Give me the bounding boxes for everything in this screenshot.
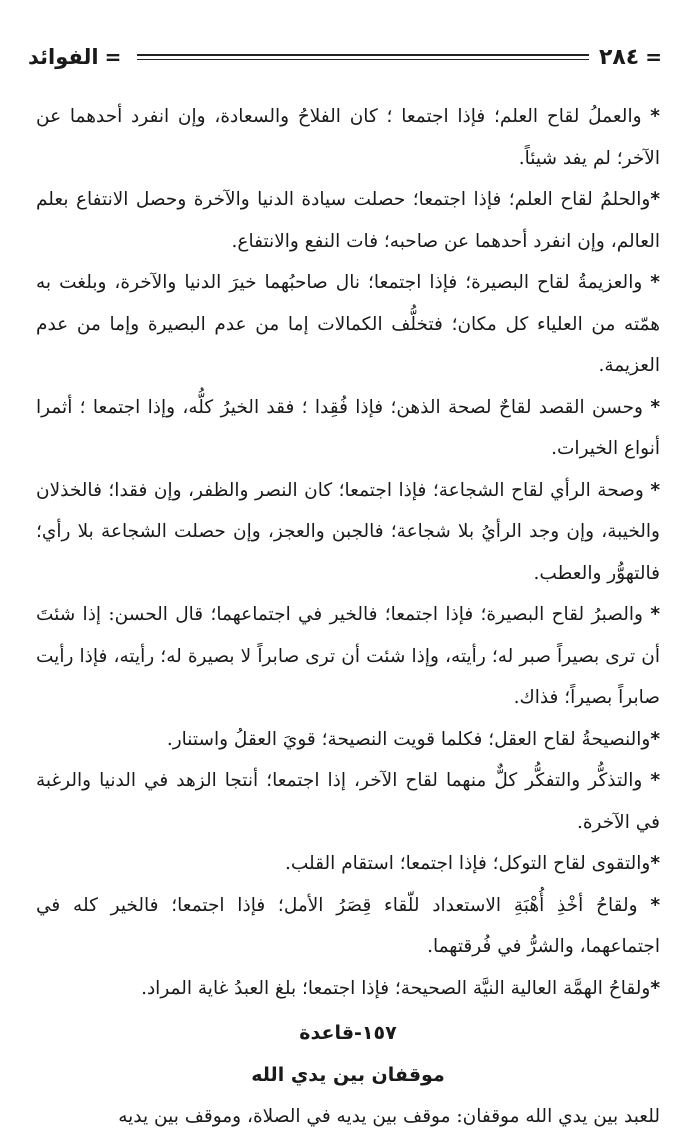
paragraph [36,262,660,387]
paragraph-text: والعزيمةُ لقاح البصيرة؛ فإذا اجتمعا؛ نال صاحبُهما خيرَ الدنيا والآخرة، وبلغت به همّته من العلياء كل مكان؛ فتخلُّف الكمالات إما من عدم البصيرة وإما من عدم العزيمة. [36,272,660,376]
bullet-asterisk: * [650,728,660,750]
paragraph-text: والتذكُّر والتفكُّر كلٌّ منهما لقاح الآخر، إذا اجتمعا؛ أنتجا الزهد في الدنيا والرغبة في الآخرة. [36,770,660,833]
section-title: موقفان بين يدي الله [251,1063,445,1086]
bullet-asterisk: * [650,106,660,127]
paragraph [36,470,660,595]
paragraph [36,719,660,761]
paragraph-text: والعملُ لقاح العلم؛ فإذا اجتمعا ؛ كان الفلاحُ والسعادة، وإن انفرد أحدهما عن الآخر؛ لم يفد شيئاً. [36,106,660,169]
paragraph [36,387,660,470]
running-title: الفوائد [28,45,99,69]
bullet-asterisk: * [650,853,660,874]
bullet-asterisk: * [650,770,660,791]
page-header [28,40,668,74]
paragraph [36,179,660,262]
page-number: ٢٨٤ [598,44,640,70]
paragraph-text: ولقاحُ الهمَّة العالية النيَّة الصحيحة؛ فإذا اجتمعا؛ بلغ العبدُ غاية المراد. [141,977,651,999]
page-body [36,96,660,1138]
paragraph [36,843,660,885]
closing-paragraph: للعبد بين يدي الله موقفان: موقف بين يديه في الصلاة، وموقف بين يديه [118,1106,660,1127]
header-rule [137,54,589,60]
bullet-asterisk: * [650,977,660,999]
bullet-asterisk: * [650,894,660,916]
paragraph [36,968,660,1010]
paragraph-text: وحسن القصد لقاحٌ لصحة الذهن؛ فإذا فُقِدا ؛ فقد الخيرُ كلُّه، وإذا اجتمعا ؛ أثمرا أنواع الخيرات. [36,396,660,459]
paragraph-text: والتقوى لقاح التوكل؛ فإذا اجتمعا؛ استقام القلب. [285,853,651,874]
paragraph [36,594,660,719]
paragraph [36,96,660,179]
bullet-asterisk: * [650,396,660,418]
header-mark-right: = [645,45,662,69]
paragraph-text: والصبرُ لقاح البصيرة؛ فإذا اجتمعا؛ فالخير في اجتماعهما؛ قال الحسن: إذا شئتَ أن ترى بصيراً صبر له؛ رأيته، وإذا شئت أن ترى صابراً لا بصيرة له؛ رأيته، فإذا رأيت صابراً بصيراً؛ فذاك. [36,604,660,708]
paragraph [36,760,660,843]
paragraph-text: والنصيحةُ لقاح العقل؛ فكلما قويت النصيحة؛ قويَ العقلُ واستنار. [166,728,651,750]
bullet-asterisk: * [650,272,660,293]
header-mark-left: = [104,45,122,69]
section-number: ١٥٧-قاعدة [299,1022,397,1044]
bullet-asterisk: * [650,189,660,210]
paragraph-text: وصحة الرأي لقاح الشجاعة؛ فإذا اجتمعا؛ كان النصر والظفر، وإن فقدا؛ فالخذلان والخيبة، وإن وجد الرأيُ بلا شجاعة؛ فالجبن والعجز، وإن حصلت الشجاعة بلا رأي؛ فالتهوُّر والعطب. [36,479,660,584]
bullet-asterisk: * [650,604,660,625]
paragraph-text: ولقاحُ أخْذِ أُهْبَةِ الاستعداد للّقاء قِصَرُ الأمل؛ فإذا اجتمعا؛ فالخير كله في اجتماعهما، والشرُّ في فُرقتهما. [36,894,660,957]
paragraph [36,885,660,968]
paragraph-text: والحلمُ لقاح العلم؛ فإذا اجتمعا؛ حصلت سيادة الدنيا والآخرة وحصل الانتفاع بعلم العالم، وإن انفرد أحدهما عن صاحبه؛ فات النفع والانتفاع. [36,189,660,252]
bullet-asterisk: * [650,479,661,501]
